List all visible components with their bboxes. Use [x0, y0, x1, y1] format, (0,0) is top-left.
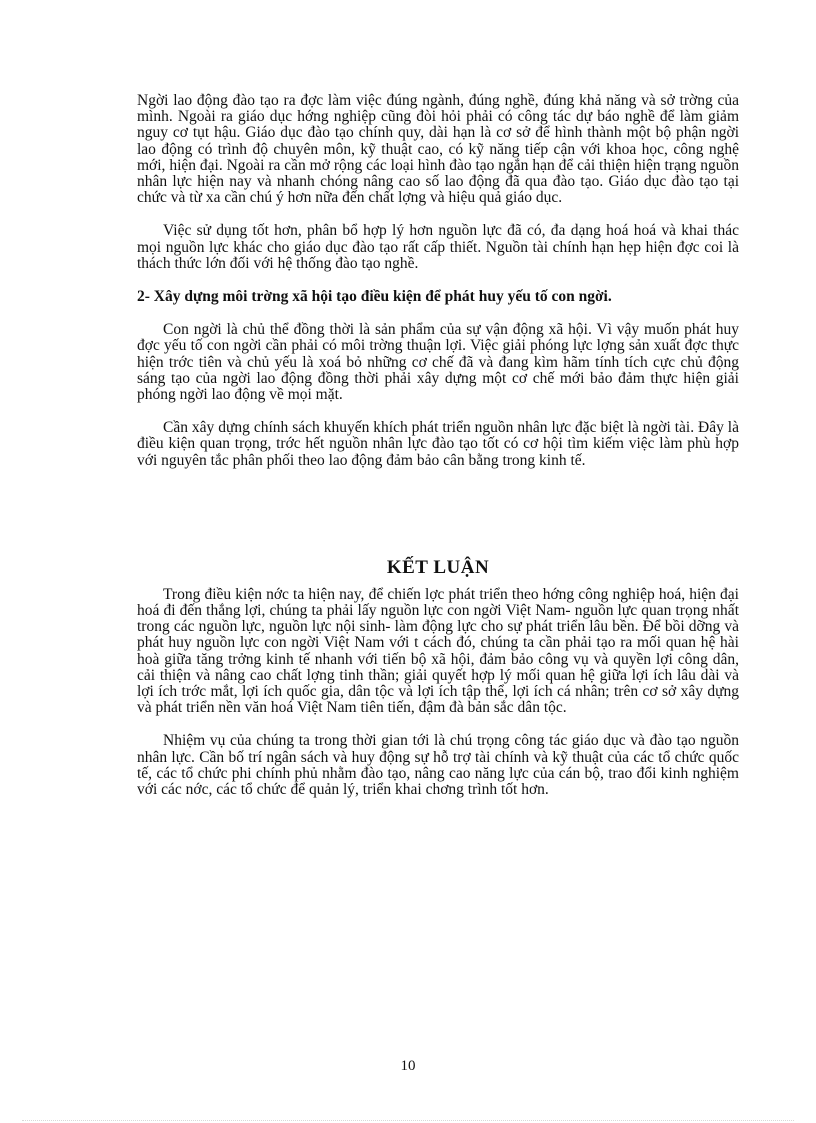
section-heading-2: 2- Xây dựng môi trờng xã hội tạo điều kiện để phát huy yếu tố con ngời. [137, 288, 612, 306]
paragraph-human-subject: Con ngời là chủ thể đồng thời là sản phẩm của sự vận động xã hội. Vì vậy muốn phát huy đợc yếu tố con ngời cần phải có môi trờng thuận lợi. Việc giải phóng lực lợng sản xuất đợc thực hiện trớc tiên và chủ yếu là xoá bỏ những cơ chế đã và đang kìm hãm tính tích cực chủ động sáng tạo của ngời lao động đồng thời phải xây dựng một cơ chế mới bảo đảm thực hiện giải phóng ngời lao động về mọi mặt. [137, 321, 739, 404]
document-body [137, 93, 739, 798]
page-number: 10 [400, 1058, 416, 1074]
conclusion-title: KẾT LUẬN [386, 556, 490, 578]
paragraph-conclusion-2: Nhiệm vụ của chúng ta trong thời gian tới là chú trọng công tác giáo dục và đào tạo nguồn nhân lực. Cần bố trí ngân sách và huy động sự hỗ trợ tài chính và kỹ thuật của các tổ chức quốc tế, các tổ chức phi chính phủ nhằm đào tạo, nâng cao năng lực của cán bộ, trao đổi kinh nghiệm với các nớc, các tổ chức để quản lý, triển khai chơng trình tốt hơn. [137, 732, 739, 799]
paragraph-training-employment: Ngời lao động đào tạo ra đợc làm việc đúng ngành, đúng nghề, đúng khả năng và sở trờng của mình. Ngoài ra giáo dục hớng nghiệp cũng đòi hỏi phải có công tác dự báo nghề để làm giảm nguy cơ tụt hậu. Giáo dục đào tạo chính quy, dài hạn là cơ sở để hình thành một bộ phận ngời lao động có trình độ chuyên môn, kỹ thuật cao, có kỹ năng tiếp cận với khoa học, công nghệ mới, hiện đại. Ngoài ra cần mở rộng các loại hình đào tạo ngắn hạn để cải thiện hiện trạng nguồn nhân lực hiện nay và nhanh chóng nâng cao số lao động đã qua đào tạo. Giáo dục đào tạo tại chức và từ xa cần chú ý hơn nữa đến chất lợng và hiệu quả giáo dục. [137, 92, 739, 207]
paragraph-conclusion-1: Trong điều kiện nớc ta hiện nay, để chiến lợc phát triển theo hớng công nghiệp hoá, hiện đại hoá đi đến thắng lợi, chúng ta phải lấy nguồn lực con ngời Việt Nam- nguồn lực quan trọng nhất trong các nguồn lực, nguồn lực nội sinh- làm động lực cho sự phát triển lâu bền. Để bồi dỡng và phát huy nguồn lực con ngời Việt Nam với t cách đó, chúng ta cần phải tạo ra mối quan hệ hài hoà giữa tăng trởng kinh tế nhanh với tiến bộ xã hội, đảm bảo công vụ và quyền lợi công dân, cải thiện và nâng cao chất lợng tinh thần; giải quyết hợp lý mối quan hệ giữa lợi ích lâu dài và lợi ích trớc mắt, lợi ích quốc gia, dân tộc và lợi ích tập thể, lợi ích cá nhân; trên cơ sở xây dựng và phát triển nền văn hoá Việt Nam tiên tiến, đậm đà bản sắc dân tộc. [137, 585, 739, 717]
paragraph-resource-allocation: Việc sử dụng tốt hơn, phân bổ hợp lý hơn nguồn lực đã có, đa dạng hoá hoá và khai thác mọi nguồn lực khác cho giáo dục đào tạo rất cấp thiết. Nguồn tài chính hạn hẹp hiện đợc coi là thách thức lớn đối với hệ thống đào tạo nghề. [137, 222, 739, 272]
footer-divider [22, 1120, 794, 1121]
paragraph-talent-policy: Cần xây dựng chính sách khuyến khích phát triển nguồn nhân lực đặc biệt là ngời tài. Đây là điều kiện quan trọng, trớc hết nguồn nhân lực đào tạo tốt có cơ hội tìm kiếm việc làm phù hợp với nguyên tắc phân phối theo lao động đảm bảo cân bằng trong kinh tế. [137, 419, 739, 469]
